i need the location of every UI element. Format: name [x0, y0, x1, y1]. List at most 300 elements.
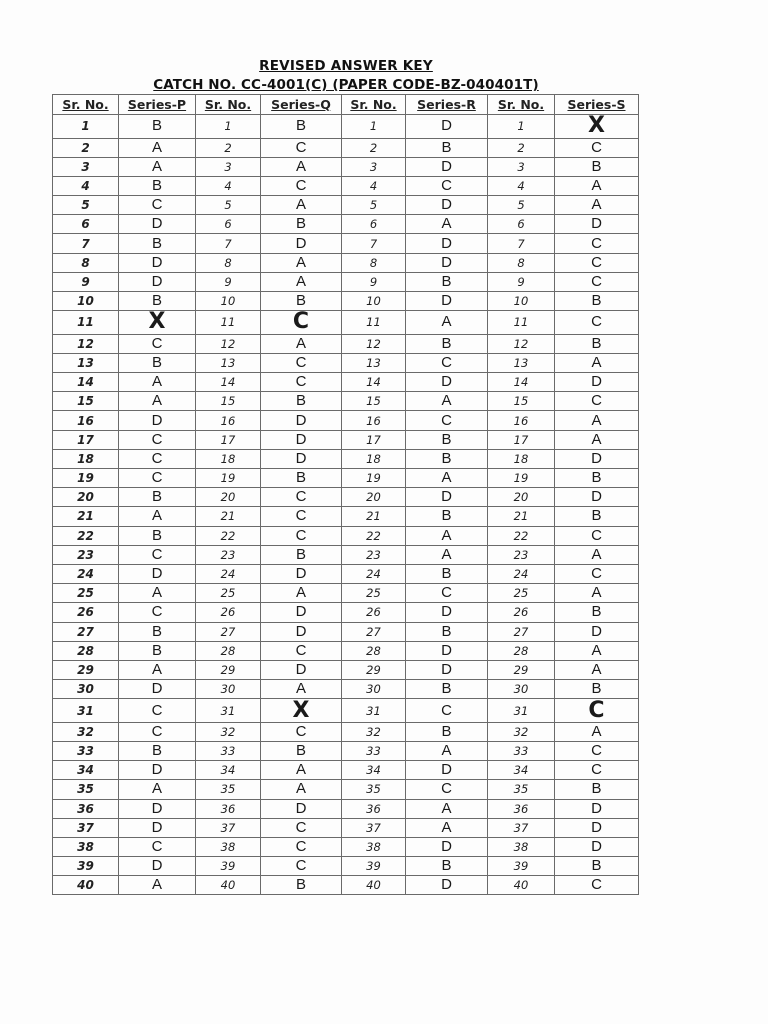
answer-cell-series-r: A — [406, 545, 488, 564]
answer-cell-series-r: C — [406, 411, 488, 430]
answer-cell-series-r: B — [406, 430, 488, 449]
serial-number-cell-q: 30 — [196, 680, 261, 699]
serial-number-cell-q: 16 — [196, 411, 261, 430]
table-row — [53, 699, 639, 723]
serial-number-cell-p: 13 — [53, 353, 119, 372]
answer-cell-series-r: D — [406, 603, 488, 622]
serial-number-cell-s: 17 — [488, 430, 555, 449]
serial-number-cell-r: 11 — [342, 311, 406, 335]
serial-number-cell-p: 32 — [53, 722, 119, 741]
answer-cell-series-r: C — [406, 780, 488, 799]
answer-cell-series-s: B — [555, 157, 639, 176]
answer-cell-series-p: D — [119, 857, 196, 876]
table-row — [53, 469, 639, 488]
serial-number-cell-r: 14 — [342, 373, 406, 392]
table-row — [53, 488, 639, 507]
answer-cell-series-s: D — [555, 215, 639, 234]
answer-cell-series-p: A — [119, 157, 196, 176]
serial-number-cell-s: 22 — [488, 526, 555, 545]
answer-cell-series-p: D — [119, 215, 196, 234]
answer-cell-series-p: C — [119, 469, 196, 488]
answer-cell-series-s: C — [555, 272, 639, 291]
serial-number-cell-q: 34 — [196, 761, 261, 780]
serial-number-cell-r: 5 — [342, 196, 406, 215]
serial-number-cell-p: 14 — [53, 373, 119, 392]
answer-cell-series-r: A — [406, 311, 488, 335]
answer-cell-series-q: C — [261, 488, 342, 507]
serial-number-cell-p: 40 — [53, 876, 119, 895]
answer-cell-series-p: B — [119, 488, 196, 507]
answer-cell-series-q: B — [261, 215, 342, 234]
serial-number-cell-q: 5 — [196, 196, 261, 215]
serial-number-cell-r: 12 — [342, 334, 406, 353]
serial-number-cell-p: 38 — [53, 837, 119, 856]
answer-cell-series-s: A — [555, 411, 639, 430]
answer-cell-series-q: B — [261, 292, 342, 311]
answer-cell-series-s: B — [555, 857, 639, 876]
serial-number-cell-s: 31 — [488, 699, 555, 723]
table-row — [53, 353, 639, 372]
answer-cell-series-r: A — [406, 818, 488, 837]
serial-number-cell-q: 21 — [196, 507, 261, 526]
serial-number-cell-q: 24 — [196, 564, 261, 583]
serial-number-cell-r: 19 — [342, 469, 406, 488]
serial-number-cell-p: 4 — [53, 176, 119, 195]
answer-cell-series-p: C — [119, 699, 196, 723]
answer-cell-series-s: X — [555, 115, 639, 139]
serial-number-cell-r: 15 — [342, 392, 406, 411]
serial-number-cell-r: 30 — [342, 680, 406, 699]
answer-cell-series-p: B — [119, 622, 196, 641]
serial-number-cell-q: 18 — [196, 449, 261, 468]
serial-number-cell-r: 27 — [342, 622, 406, 641]
serial-number-cell-s: 21 — [488, 507, 555, 526]
answer-cell-series-r: B — [406, 138, 488, 157]
serial-number-cell-r: 38 — [342, 837, 406, 856]
table-row — [53, 818, 639, 837]
answer-cell-series-p: D — [119, 799, 196, 818]
answer-cell-series-r: D — [406, 660, 488, 679]
answer-cell-series-q: D — [261, 449, 342, 468]
table-row — [53, 741, 639, 760]
table-row — [53, 373, 639, 392]
answer-cell-series-s: A — [555, 722, 639, 741]
serial-number-cell-r: 4 — [342, 176, 406, 195]
serial-number-cell-s: 32 — [488, 722, 555, 741]
table-row — [53, 603, 639, 622]
serial-number-cell-r: 28 — [342, 641, 406, 660]
serial-number-cell-q: 19 — [196, 469, 261, 488]
table-row — [53, 526, 639, 545]
serial-number-cell-r: 32 — [342, 722, 406, 741]
serial-number-cell-r: 33 — [342, 741, 406, 760]
table-row — [53, 660, 639, 679]
answer-cell-series-r: C — [406, 353, 488, 372]
answer-cell-series-s: A — [555, 641, 639, 660]
answer-cell-series-p: B — [119, 115, 196, 139]
serial-number-cell-r: 37 — [342, 818, 406, 837]
answer-cell-series-q: D — [261, 234, 342, 253]
serial-number-cell-q: 25 — [196, 584, 261, 603]
table-row — [53, 115, 639, 139]
column-header-sr-no-r: Sr. No. — [342, 95, 406, 115]
answer-cell-series-r: D — [406, 876, 488, 895]
serial-number-cell-q: 14 — [196, 373, 261, 392]
answer-cell-series-p: D — [119, 818, 196, 837]
table-row — [53, 584, 639, 603]
serial-number-cell-r: 29 — [342, 660, 406, 679]
serial-number-cell-r: 24 — [342, 564, 406, 583]
serial-number-cell-s: 36 — [488, 799, 555, 818]
answer-cell-series-r: B — [406, 680, 488, 699]
serial-number-cell-r: 34 — [342, 761, 406, 780]
table-row — [53, 253, 639, 272]
answer-cell-series-r: D — [406, 837, 488, 856]
answer-cell-series-q: A — [261, 584, 342, 603]
answer-cell-series-p: B — [119, 741, 196, 760]
answer-cell-series-s: A — [555, 353, 639, 372]
answer-cell-series-p: A — [119, 780, 196, 799]
answer-cell-series-s: A — [555, 196, 639, 215]
answer-cell-series-s: B — [555, 680, 639, 699]
serial-number-cell-r: 39 — [342, 857, 406, 876]
answer-cell-series-q: C — [261, 176, 342, 195]
serial-number-cell-q: 32 — [196, 722, 261, 741]
table-row — [53, 876, 639, 895]
serial-number-cell-s: 10 — [488, 292, 555, 311]
answer-cell-series-q: C — [261, 857, 342, 876]
table-row — [53, 545, 639, 564]
table-header-row — [53, 95, 639, 115]
answer-cell-series-r: B — [406, 449, 488, 468]
answer-cell-series-r: D — [406, 761, 488, 780]
answer-cell-series-q: A — [261, 272, 342, 291]
serial-number-cell-p: 24 — [53, 564, 119, 583]
serial-number-cell-r: 26 — [342, 603, 406, 622]
answer-cell-series-s: C — [555, 741, 639, 760]
answer-cell-series-r: D — [406, 115, 488, 139]
answer-cell-series-p: C — [119, 603, 196, 622]
serial-number-cell-s: 3 — [488, 157, 555, 176]
serial-number-cell-s: 40 — [488, 876, 555, 895]
answer-cell-series-p: C — [119, 722, 196, 741]
serial-number-cell-r: 40 — [342, 876, 406, 895]
answer-cell-series-p: B — [119, 292, 196, 311]
answer-cell-series-s: A — [555, 660, 639, 679]
answer-cell-series-r: B — [406, 564, 488, 583]
answer-cell-series-q: C — [261, 373, 342, 392]
column-header-sr-no-s: Sr. No. — [488, 95, 555, 115]
serial-number-cell-r: 35 — [342, 780, 406, 799]
table-row — [53, 780, 639, 799]
answer-cell-series-q: C — [261, 138, 342, 157]
answer-cell-series-r: D — [406, 373, 488, 392]
serial-number-cell-s: 29 — [488, 660, 555, 679]
serial-number-cell-s: 8 — [488, 253, 555, 272]
serial-number-cell-s: 23 — [488, 545, 555, 564]
serial-number-cell-p: 29 — [53, 660, 119, 679]
serial-number-cell-s: 4 — [488, 176, 555, 195]
answer-cell-series-p: C — [119, 430, 196, 449]
serial-number-cell-p: 19 — [53, 469, 119, 488]
answer-cell-series-s: C — [555, 699, 639, 723]
answer-cell-series-q: D — [261, 799, 342, 818]
serial-number-cell-q: 4 — [196, 176, 261, 195]
answer-cell-series-s: A — [555, 176, 639, 195]
answer-cell-series-q: B — [261, 392, 342, 411]
table-row — [53, 196, 639, 215]
answer-cell-series-s: D — [555, 837, 639, 856]
answer-cell-series-s: A — [555, 430, 639, 449]
serial-number-cell-s: 12 — [488, 334, 555, 353]
serial-number-cell-r: 8 — [342, 253, 406, 272]
serial-number-cell-q: 40 — [196, 876, 261, 895]
serial-number-cell-s: 20 — [488, 488, 555, 507]
answer-cell-series-q: D — [261, 411, 342, 430]
serial-number-cell-r: 3 — [342, 157, 406, 176]
serial-number-cell-s: 7 — [488, 234, 555, 253]
answer-cell-series-r: A — [406, 799, 488, 818]
serial-number-cell-p: 37 — [53, 818, 119, 837]
answer-cell-series-s: C — [555, 876, 639, 895]
answer-cell-series-q: C — [261, 507, 342, 526]
table-row — [53, 392, 639, 411]
answer-cell-series-s: C — [555, 526, 639, 545]
serial-number-cell-p: 31 — [53, 699, 119, 723]
serial-number-cell-q: 17 — [196, 430, 261, 449]
answer-cell-series-s: B — [555, 334, 639, 353]
serial-number-cell-p: 36 — [53, 799, 119, 818]
answer-cell-series-q: D — [261, 660, 342, 679]
answer-cell-series-p: D — [119, 761, 196, 780]
serial-number-cell-r: 17 — [342, 430, 406, 449]
serial-number-cell-q: 11 — [196, 311, 261, 335]
serial-number-cell-r: 18 — [342, 449, 406, 468]
serial-number-cell-q: 22 — [196, 526, 261, 545]
serial-number-cell-q: 38 — [196, 837, 261, 856]
answer-cell-series-p: C — [119, 449, 196, 468]
answer-cell-series-s: B — [555, 603, 639, 622]
serial-number-cell-p: 12 — [53, 334, 119, 353]
serial-number-cell-q: 37 — [196, 818, 261, 837]
serial-number-cell-p: 10 — [53, 292, 119, 311]
answer-cell-series-p: B — [119, 641, 196, 660]
serial-number-cell-q: 28 — [196, 641, 261, 660]
answer-cell-series-p: D — [119, 680, 196, 699]
serial-number-cell-q: 20 — [196, 488, 261, 507]
serial-number-cell-s: 39 — [488, 857, 555, 876]
serial-number-cell-s: 37 — [488, 818, 555, 837]
serial-number-cell-p: 3 — [53, 157, 119, 176]
serial-number-cell-s: 19 — [488, 469, 555, 488]
answer-cell-series-s: C — [555, 253, 639, 272]
serial-number-cell-s: 26 — [488, 603, 555, 622]
serial-number-cell-p: 17 — [53, 430, 119, 449]
serial-number-cell-p: 21 — [53, 507, 119, 526]
serial-number-cell-p: 18 — [53, 449, 119, 468]
table-row — [53, 430, 639, 449]
answer-cell-series-q: D — [261, 603, 342, 622]
answer-cell-series-p: C — [119, 545, 196, 564]
serial-number-cell-p: 27 — [53, 622, 119, 641]
serial-number-cell-p: 16 — [53, 411, 119, 430]
table-row — [53, 449, 639, 468]
serial-number-cell-s: 16 — [488, 411, 555, 430]
answer-cell-series-q: C — [261, 353, 342, 372]
answer-cell-series-s: B — [555, 780, 639, 799]
serial-number-cell-s: 14 — [488, 373, 555, 392]
answer-cell-series-p: D — [119, 411, 196, 430]
serial-number-cell-p: 30 — [53, 680, 119, 699]
answer-cell-series-r: A — [406, 741, 488, 760]
answer-cell-series-p: B — [119, 353, 196, 372]
answer-cell-series-r: A — [406, 215, 488, 234]
serial-number-cell-s: 27 — [488, 622, 555, 641]
column-header-sr-no-p: Sr. No. — [53, 95, 119, 115]
serial-number-cell-p: 39 — [53, 857, 119, 876]
answer-cell-series-r: B — [406, 722, 488, 741]
table-row — [53, 641, 639, 660]
serial-number-cell-p: 7 — [53, 234, 119, 253]
serial-number-cell-q: 3 — [196, 157, 261, 176]
answer-cell-series-r: A — [406, 469, 488, 488]
answer-cell-series-q: D — [261, 564, 342, 583]
answer-cell-series-s: C — [555, 392, 639, 411]
serial-number-cell-r: 22 — [342, 526, 406, 545]
table-row — [53, 176, 639, 195]
serial-number-cell-p: 5 — [53, 196, 119, 215]
answer-cell-series-r: C — [406, 584, 488, 603]
answer-cell-series-s: C — [555, 311, 639, 335]
table-row — [53, 292, 639, 311]
serial-number-cell-q: 2 — [196, 138, 261, 157]
answer-cell-series-p: A — [119, 507, 196, 526]
answer-cell-series-s: B — [555, 292, 639, 311]
answer-cell-series-p: B — [119, 176, 196, 195]
answer-cell-series-s: D — [555, 449, 639, 468]
table-row — [53, 564, 639, 583]
answer-cell-series-r: A — [406, 526, 488, 545]
answer-cell-series-q: A — [261, 680, 342, 699]
answer-cell-series-s: C — [555, 234, 639, 253]
answer-cell-series-p: X — [119, 311, 196, 335]
serial-number-cell-q: 23 — [196, 545, 261, 564]
column-header-series-p: Series-P — [119, 95, 196, 115]
answer-cell-series-p: A — [119, 373, 196, 392]
serial-number-cell-r: 36 — [342, 799, 406, 818]
answer-cell-series-r: C — [406, 699, 488, 723]
serial-number-cell-p: 28 — [53, 641, 119, 660]
serial-number-cell-s: 2 — [488, 138, 555, 157]
serial-number-cell-q: 6 — [196, 215, 261, 234]
serial-number-cell-r: 10 — [342, 292, 406, 311]
answer-cell-series-q: C — [261, 311, 342, 335]
column-header-series-r: Series-R — [406, 95, 488, 115]
answer-cell-series-q: C — [261, 818, 342, 837]
serial-number-cell-q: 8 — [196, 253, 261, 272]
answer-cell-series-s: D — [555, 622, 639, 641]
serial-number-cell-q: 36 — [196, 799, 261, 818]
serial-number-cell-q: 10 — [196, 292, 261, 311]
answer-cell-series-p: B — [119, 234, 196, 253]
answer-cell-series-p: D — [119, 272, 196, 291]
serial-number-cell-r: 13 — [342, 353, 406, 372]
serial-number-cell-s: 25 — [488, 584, 555, 603]
table-row — [53, 622, 639, 641]
answer-cell-series-q: C — [261, 837, 342, 856]
answer-cell-series-q: D — [261, 430, 342, 449]
table-row — [53, 680, 639, 699]
answer-cell-series-s: D — [555, 799, 639, 818]
answer-cell-series-p: B — [119, 526, 196, 545]
column-header-series-q: Series-Q — [261, 95, 342, 115]
serial-number-cell-p: 2 — [53, 138, 119, 157]
serial-number-cell-s: 35 — [488, 780, 555, 799]
answer-cell-series-r: B — [406, 857, 488, 876]
table-row — [53, 507, 639, 526]
serial-number-cell-q: 1 — [196, 115, 261, 139]
serial-number-cell-s: 1 — [488, 115, 555, 139]
answer-cell-series-r: B — [406, 622, 488, 641]
answer-cell-series-q: B — [261, 545, 342, 564]
answer-cell-series-q: X — [261, 699, 342, 723]
answer-cell-series-s: B — [555, 469, 639, 488]
answer-cell-series-q: A — [261, 157, 342, 176]
serial-number-cell-r: 9 — [342, 272, 406, 291]
answer-cell-series-s: B — [555, 507, 639, 526]
answer-cell-series-s: A — [555, 584, 639, 603]
answer-cell-series-p: C — [119, 334, 196, 353]
answer-cell-series-p: D — [119, 564, 196, 583]
serial-number-cell-s: 28 — [488, 641, 555, 660]
serial-number-cell-q: 33 — [196, 741, 261, 760]
table-row — [53, 334, 639, 353]
document-title: REVISED ANSWER KEY — [259, 58, 433, 74]
table-row — [53, 157, 639, 176]
answer-cell-series-r: D — [406, 253, 488, 272]
serial-number-cell-r: 1 — [342, 115, 406, 139]
serial-number-cell-r: 31 — [342, 699, 406, 723]
answer-cell-series-r: D — [406, 292, 488, 311]
answer-cell-series-r: B — [406, 272, 488, 291]
serial-number-cell-p: 34 — [53, 761, 119, 780]
answer-cell-series-s: D — [555, 488, 639, 507]
table-row — [53, 799, 639, 818]
serial-number-cell-q: 29 — [196, 660, 261, 679]
table-row — [53, 722, 639, 741]
serial-number-cell-s: 5 — [488, 196, 555, 215]
answer-cell-series-q: A — [261, 780, 342, 799]
answer-cell-series-r: C — [406, 176, 488, 195]
answer-cell-series-q: A — [261, 761, 342, 780]
table-row — [53, 272, 639, 291]
answer-cell-series-p: A — [119, 392, 196, 411]
serial-number-cell-q: 31 — [196, 699, 261, 723]
answer-cell-series-s: C — [555, 761, 639, 780]
serial-number-cell-r: 20 — [342, 488, 406, 507]
serial-number-cell-s: 18 — [488, 449, 555, 468]
table-row — [53, 138, 639, 157]
serial-number-cell-p: 23 — [53, 545, 119, 564]
answer-cell-series-p: A — [119, 138, 196, 157]
answer-cell-series-s: D — [555, 818, 639, 837]
serial-number-cell-p: 15 — [53, 392, 119, 411]
table-row — [53, 837, 639, 856]
table-row — [53, 857, 639, 876]
answer-cell-series-r: D — [406, 488, 488, 507]
serial-number-cell-q: 39 — [196, 857, 261, 876]
serial-number-cell-q: 27 — [196, 622, 261, 641]
